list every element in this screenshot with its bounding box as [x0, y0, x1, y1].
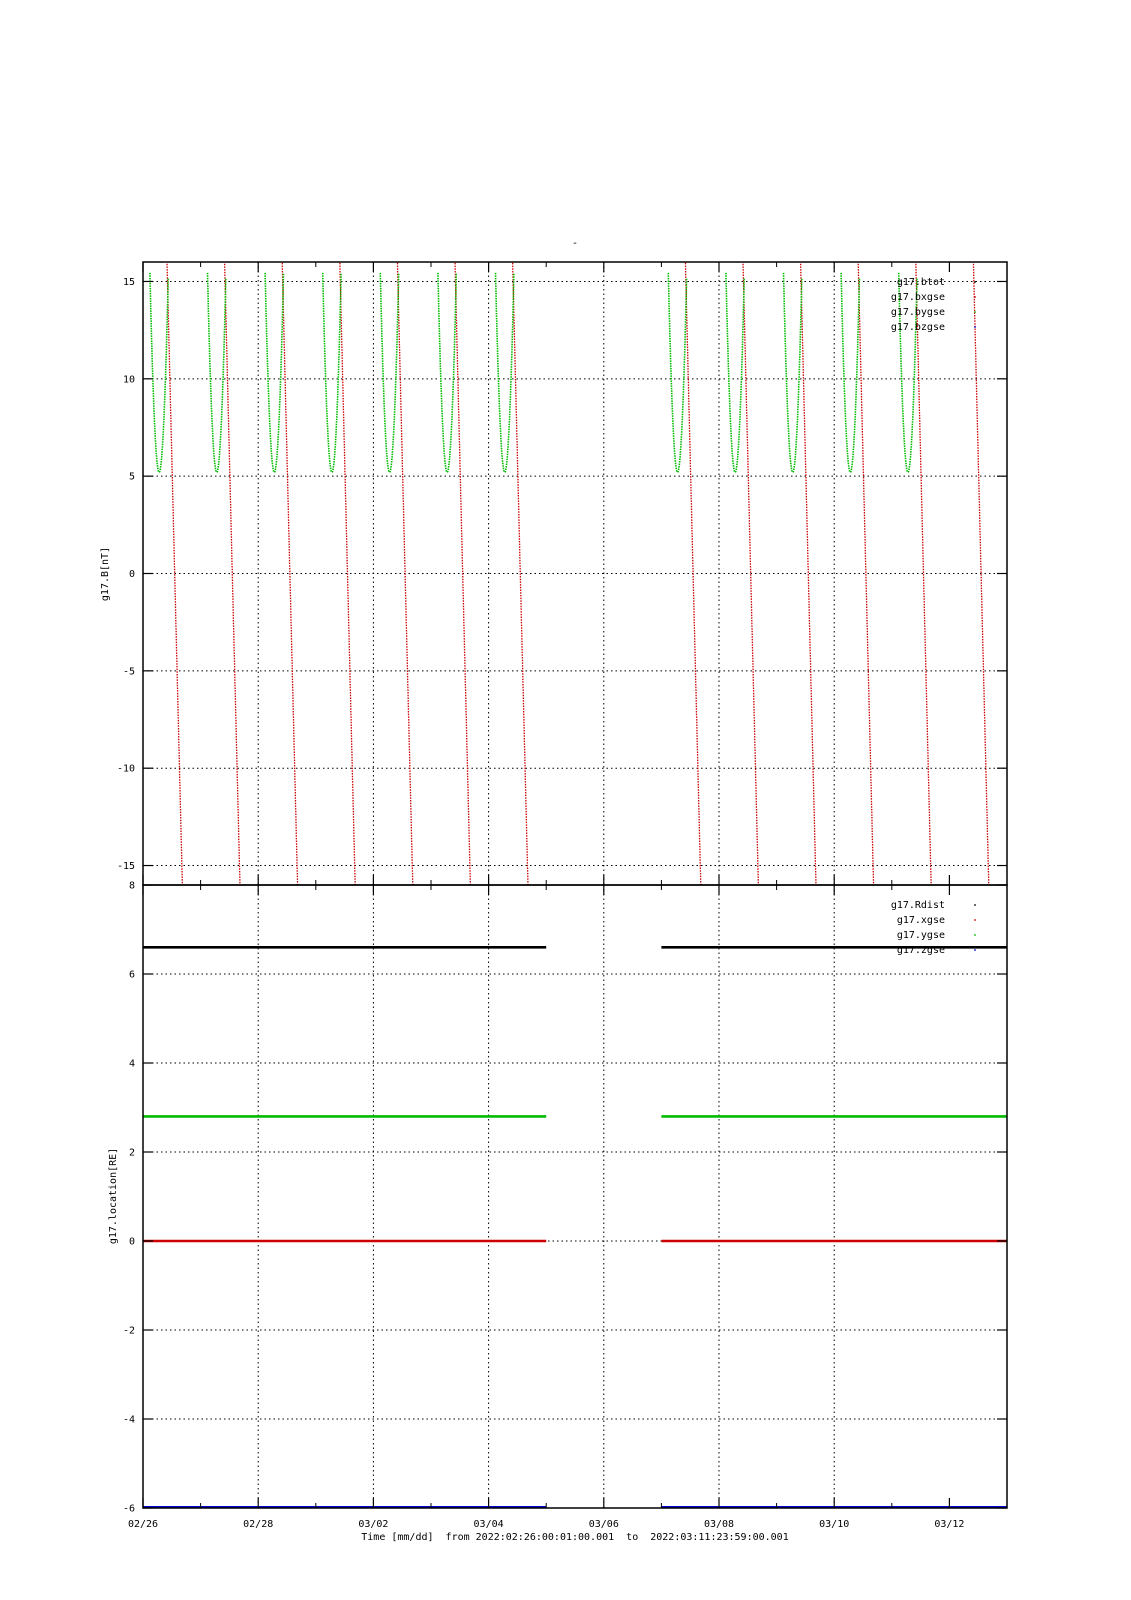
top-legend — [891, 277, 976, 333]
top-grid — [143, 262, 1007, 885]
bxgse-line — [492, 0, 547, 1600]
top-legend-mark — [974, 296, 976, 298]
bygse-dip — [208, 273, 226, 472]
bot-plot-frame — [143, 885, 1007, 1508]
bxgse-line — [952, 0, 1007, 1600]
bxgse-line — [204, 0, 262, 1600]
legend-label-bzgse: g17.bzgse — [890, 322, 945, 333]
bxgse-line — [434, 0, 492, 1600]
bot-ytick-label: -4 — [122, 1414, 135, 1426]
bygse-dip — [784, 273, 802, 472]
xaxis-label: Time [mm/dd] from 2022:02:26:00:01:00.001 to 2022:03:11:23:59:00.001 — [361, 1532, 789, 1543]
top-ytick-label: 10 — [122, 374, 135, 386]
top-legend-mark — [974, 281, 976, 283]
bot-legend-marks — [974, 904, 976, 951]
bot-ylabel: g17.location[RE] — [108, 1147, 119, 1245]
bxgse-line — [780, 0, 838, 1600]
bot-legend-mark — [974, 934, 976, 936]
bygse-dip — [380, 273, 398, 472]
bot-ytick-label: 6 — [128, 969, 135, 981]
bxgse-line — [376, 0, 434, 1600]
bxgse-line — [722, 0, 780, 1600]
legend-label-btot: g17.btot — [896, 277, 945, 288]
xtick-label: 03/02 — [358, 1519, 389, 1530]
bot-ytick-label: 2 — [128, 1147, 135, 1159]
xtick-label: 02/28 — [243, 1519, 274, 1530]
top-ytick-label: -15 — [116, 861, 135, 873]
bot-grid — [143, 885, 1007, 1508]
bxgse-line — [261, 0, 319, 1600]
top-ytick-labels — [117, 277, 135, 872]
top-legend-mark — [974, 326, 976, 328]
bot-ytick-labels — [123, 881, 135, 1515]
bygse-dip — [841, 273, 859, 472]
xtick-labels — [128, 1519, 965, 1530]
bxgse-line — [319, 0, 377, 1600]
bygse-dip — [438, 273, 456, 472]
bygse-dip — [150, 273, 168, 472]
bxgse-line — [895, 0, 953, 1600]
xtick-label: 03/04 — [473, 1519, 504, 1530]
bygse-dip — [726, 273, 744, 472]
legend-label-zgse: g17.zgse — [896, 945, 945, 956]
bxgse-line — [146, 0, 204, 1600]
bygse-dip — [323, 273, 341, 472]
bygse-dip — [265, 273, 283, 472]
bot-legend-mark — [974, 919, 976, 921]
chart-title: - — [571, 238, 579, 249]
xtick-label: 03/08 — [703, 1519, 735, 1530]
panel-location — [108, 881, 1007, 1515]
legend-label-bygse: g17.bygse — [890, 307, 945, 318]
top-ytick-label: 15 — [122, 276, 135, 288]
bot-ytick-label: -6 — [122, 1503, 135, 1515]
bxgse-line — [664, 0, 721, 1600]
legend-label-bxgse: g17.bxgse — [890, 292, 945, 303]
xtick-label: 03/10 — [819, 1519, 850, 1530]
legend-label-xgse: g17.xgse — [896, 915, 945, 926]
bot-series — [143, 947, 1007, 1508]
bot-ytick-label: 0 — [128, 1236, 135, 1248]
bot-ytick-label: 4 — [128, 1058, 135, 1070]
xtick-label: 02/26 — [127, 1519, 159, 1530]
bxgse-line — [837, 0, 895, 1600]
legend-label-rdist: g17.Rdist — [890, 900, 945, 911]
top-ytick-label: 5 — [128, 471, 135, 483]
bygse-dip — [496, 273, 514, 472]
top-ytick-label: 0 — [128, 569, 135, 580]
bot-legend-mark — [974, 949, 976, 951]
xtick-label: 03/12 — [934, 1519, 965, 1530]
bot-ytick-label: 8 — [128, 880, 135, 892]
top-ylabel: g17.B[nT] — [100, 546, 111, 602]
top-ytick-label: -10 — [116, 763, 135, 775]
panel-magnetic-field — [100, 0, 1007, 1600]
legend-label-ygse: g17.ygse — [896, 930, 945, 941]
top-ytick-label: -5 — [122, 666, 135, 678]
bot-ticks — [143, 885, 1007, 1508]
bygse-dip — [668, 273, 686, 472]
bot-legend-mark — [974, 904, 976, 906]
xtick-label: 03/06 — [588, 1519, 619, 1530]
bot-ytick-label: -2 — [122, 1325, 135, 1337]
top-legend-mark — [974, 311, 976, 313]
